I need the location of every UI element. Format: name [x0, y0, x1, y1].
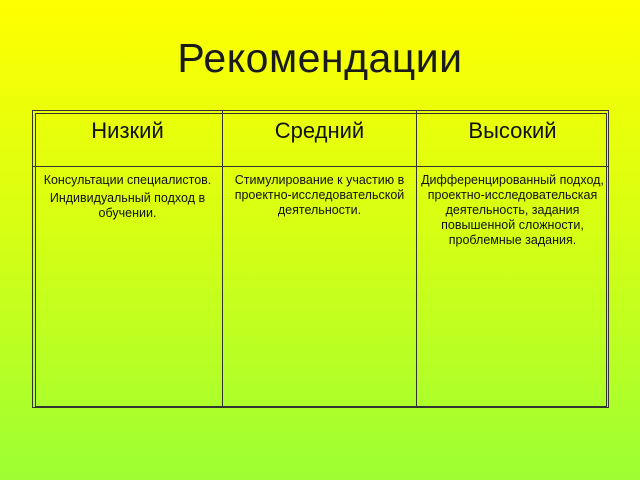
- low-recommendation-1: Консультации специалистов.: [43, 173, 212, 187]
- cell-low: [33, 167, 223, 408]
- cell-high: [417, 167, 609, 408]
- header-medium: Средний: [223, 111, 417, 167]
- high-recommendation-1: Дифференцированный подход, проектно-исследовательская деятельность, задания повышенной сложности, проблемные задания.: [421, 173, 604, 247]
- table-header-row: [33, 111, 609, 167]
- header-high: Высокий: [417, 111, 609, 167]
- table-row: [33, 167, 609, 408]
- slide-title: Рекомендации: [177, 35, 463, 81]
- recommendations-table: [32, 110, 609, 408]
- medium-recommendation-1: Стимулирование к участию в проектно-исследовательской деятельности.: [234, 173, 405, 217]
- low-recommendation-2: Индивидуальный подход в обучении.: [49, 191, 206, 220]
- header-low: Низкий: [33, 111, 223, 167]
- cell-medium: [223, 167, 417, 408]
